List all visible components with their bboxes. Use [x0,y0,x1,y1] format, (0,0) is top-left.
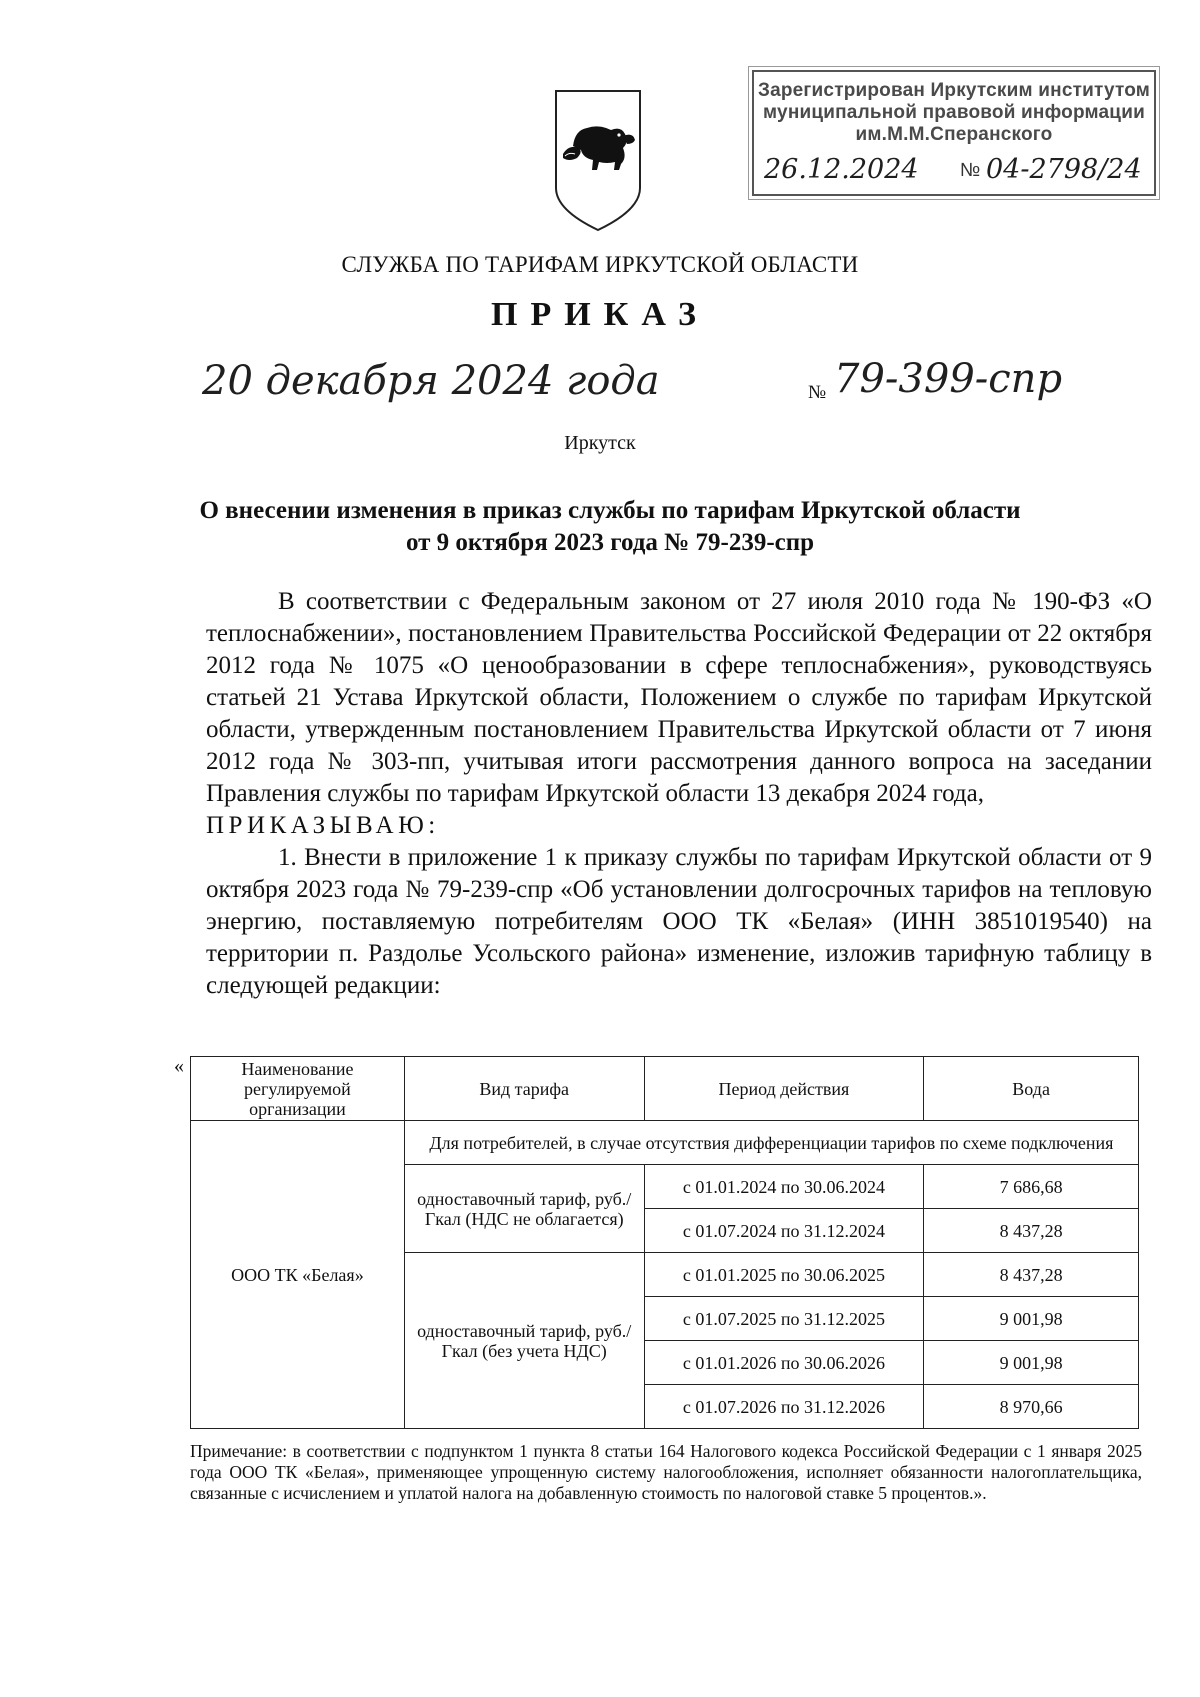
table-opening-quote: « [174,1055,184,1077]
registration-stamp [752,70,1156,196]
tariff-type-cell: одноставочный тариф, руб./Гкал (без учета НДС) [404,1253,644,1429]
title-line-1: О внесении изменения в приказ службы по тарифам Иркутской области [199,497,1021,524]
document-type-heading: ПРИКАЗ [491,296,709,333]
stamp-number-label: № [960,160,981,181]
table-note: Примечание: в соответствии с подпунктом 1 пункта 8 статьи 164 Налогового кодекса Российской Федерации с 1 января 2025 года ООО ТК «Белая», применяющее упрощенную систему налогообложения, исполняет обязанности налогоплательщика, связанные с исчислением и уплатой налога на добавленную стоимость по налоговой ставке 5 процентов.». [190,1441,1142,1503]
coat-of-arms-emblem [553,88,643,233]
period-cell: с 01.07.2025 по 31.12.2025 [644,1297,924,1341]
agency-name: СЛУЖБА ПО ТАРИФАМ ИРКУТСКОЙ ОБЛАСТИ [341,252,859,277]
period-cell: с 01.01.2025 по 30.06.2025 [644,1253,924,1297]
value-cell: 8 437,28 [924,1209,1139,1253]
period-cell: с 01.01.2026 по 30.06.2026 [644,1341,924,1385]
tariff-type-cell: одноставочный тариф, руб./Гкал (НДС не облагается) [404,1165,644,1253]
table-header-row [191,1057,1139,1121]
table-subheader-row [191,1121,1139,1165]
document-body [206,586,1152,1002]
period-cell: с 01.07.2024 по 31.12.2024 [644,1209,924,1253]
header-tariff-type: Вид тарифа [404,1057,644,1121]
item-1-paragraph: 1. Внести в приложение 1 к приказу службы по тарифам Иркутской области от 9 октября 2023 года № 79-239-спр «Об установлении долгосрочных тарифов на тепловую энергию, поставляемую потребителям ООО ТК «Белая» (ИНН 3851019540) на территории п. Раздолье Усольского района» изменение, изложив тарифную таблицу в следующей редакции: [206,844,1152,999]
value-cell: 9 001,98 [924,1341,1139,1385]
header-organization: Наименование регулируемой организации [191,1057,405,1121]
tariff-table [190,1056,1139,1429]
header-water: Вода [924,1057,1139,1121]
period-cell: с 01.01.2024 по 30.06.2024 [644,1165,924,1209]
stamp-line-3: им.М.М.Сперанского [855,124,1053,145]
consumer-group-cell: Для потребителей, в случае отсутствия дифференциации тарифов по схеме подключения [404,1121,1138,1165]
order-number-handwritten: 79-399-спр [834,356,1063,402]
value-cell: 7 686,68 [924,1165,1139,1209]
city-name: Иркутск [564,432,636,454]
document-title [150,495,1070,559]
value-cell: 8 437,28 [924,1253,1139,1297]
stamp-registration-number: 04-2798/24 [986,154,1142,185]
value-cell: 8 970,66 [924,1385,1139,1429]
value-cell: 9 001,98 [924,1297,1139,1341]
preamble-paragraph: В соответствии с Федеральным законом от 27 июля 2010 года № 190-ФЗ «О теплоснабжении», постановлением Правительства Российской Федерации от 22 октября 2012 года № 1075 «О ценообразовании в сфере теплоснабжения», руководствуясь статьей 21 Устава Иркутской области, Положением о службе по тарифам Иркутской области, утвержденным постановлением Правительства Иркутской области от 7 июня 2012 года № 303-пп, учитывая итоги рассмотрения данного вопроса на заседании Правления службы по тарифам Иркутской области 13 декабря 2024 года, [206,588,1152,807]
stamp-registration-date: 26.12.2024 [764,154,919,185]
order-date-handwritten: 20 декабря 2024 года [202,358,660,404]
header-period: Период действия [644,1057,924,1121]
title-line-2: от 9 октября 2023 года № 79-239-спр [405,529,815,556]
organization-cell: ООО ТК «Белая» [191,1121,405,1429]
period-cell: с 01.07.2026 по 31.12.2026 [644,1385,924,1429]
order-number-label: № [808,382,827,403]
stamp-line-2: муниципальной правовой информации [763,102,1145,123]
order-verb: ПРИКАЗЫВАЮ: [206,812,440,839]
stamp-line-1: Зарегистрирован Иркутским институтом [757,80,1151,101]
